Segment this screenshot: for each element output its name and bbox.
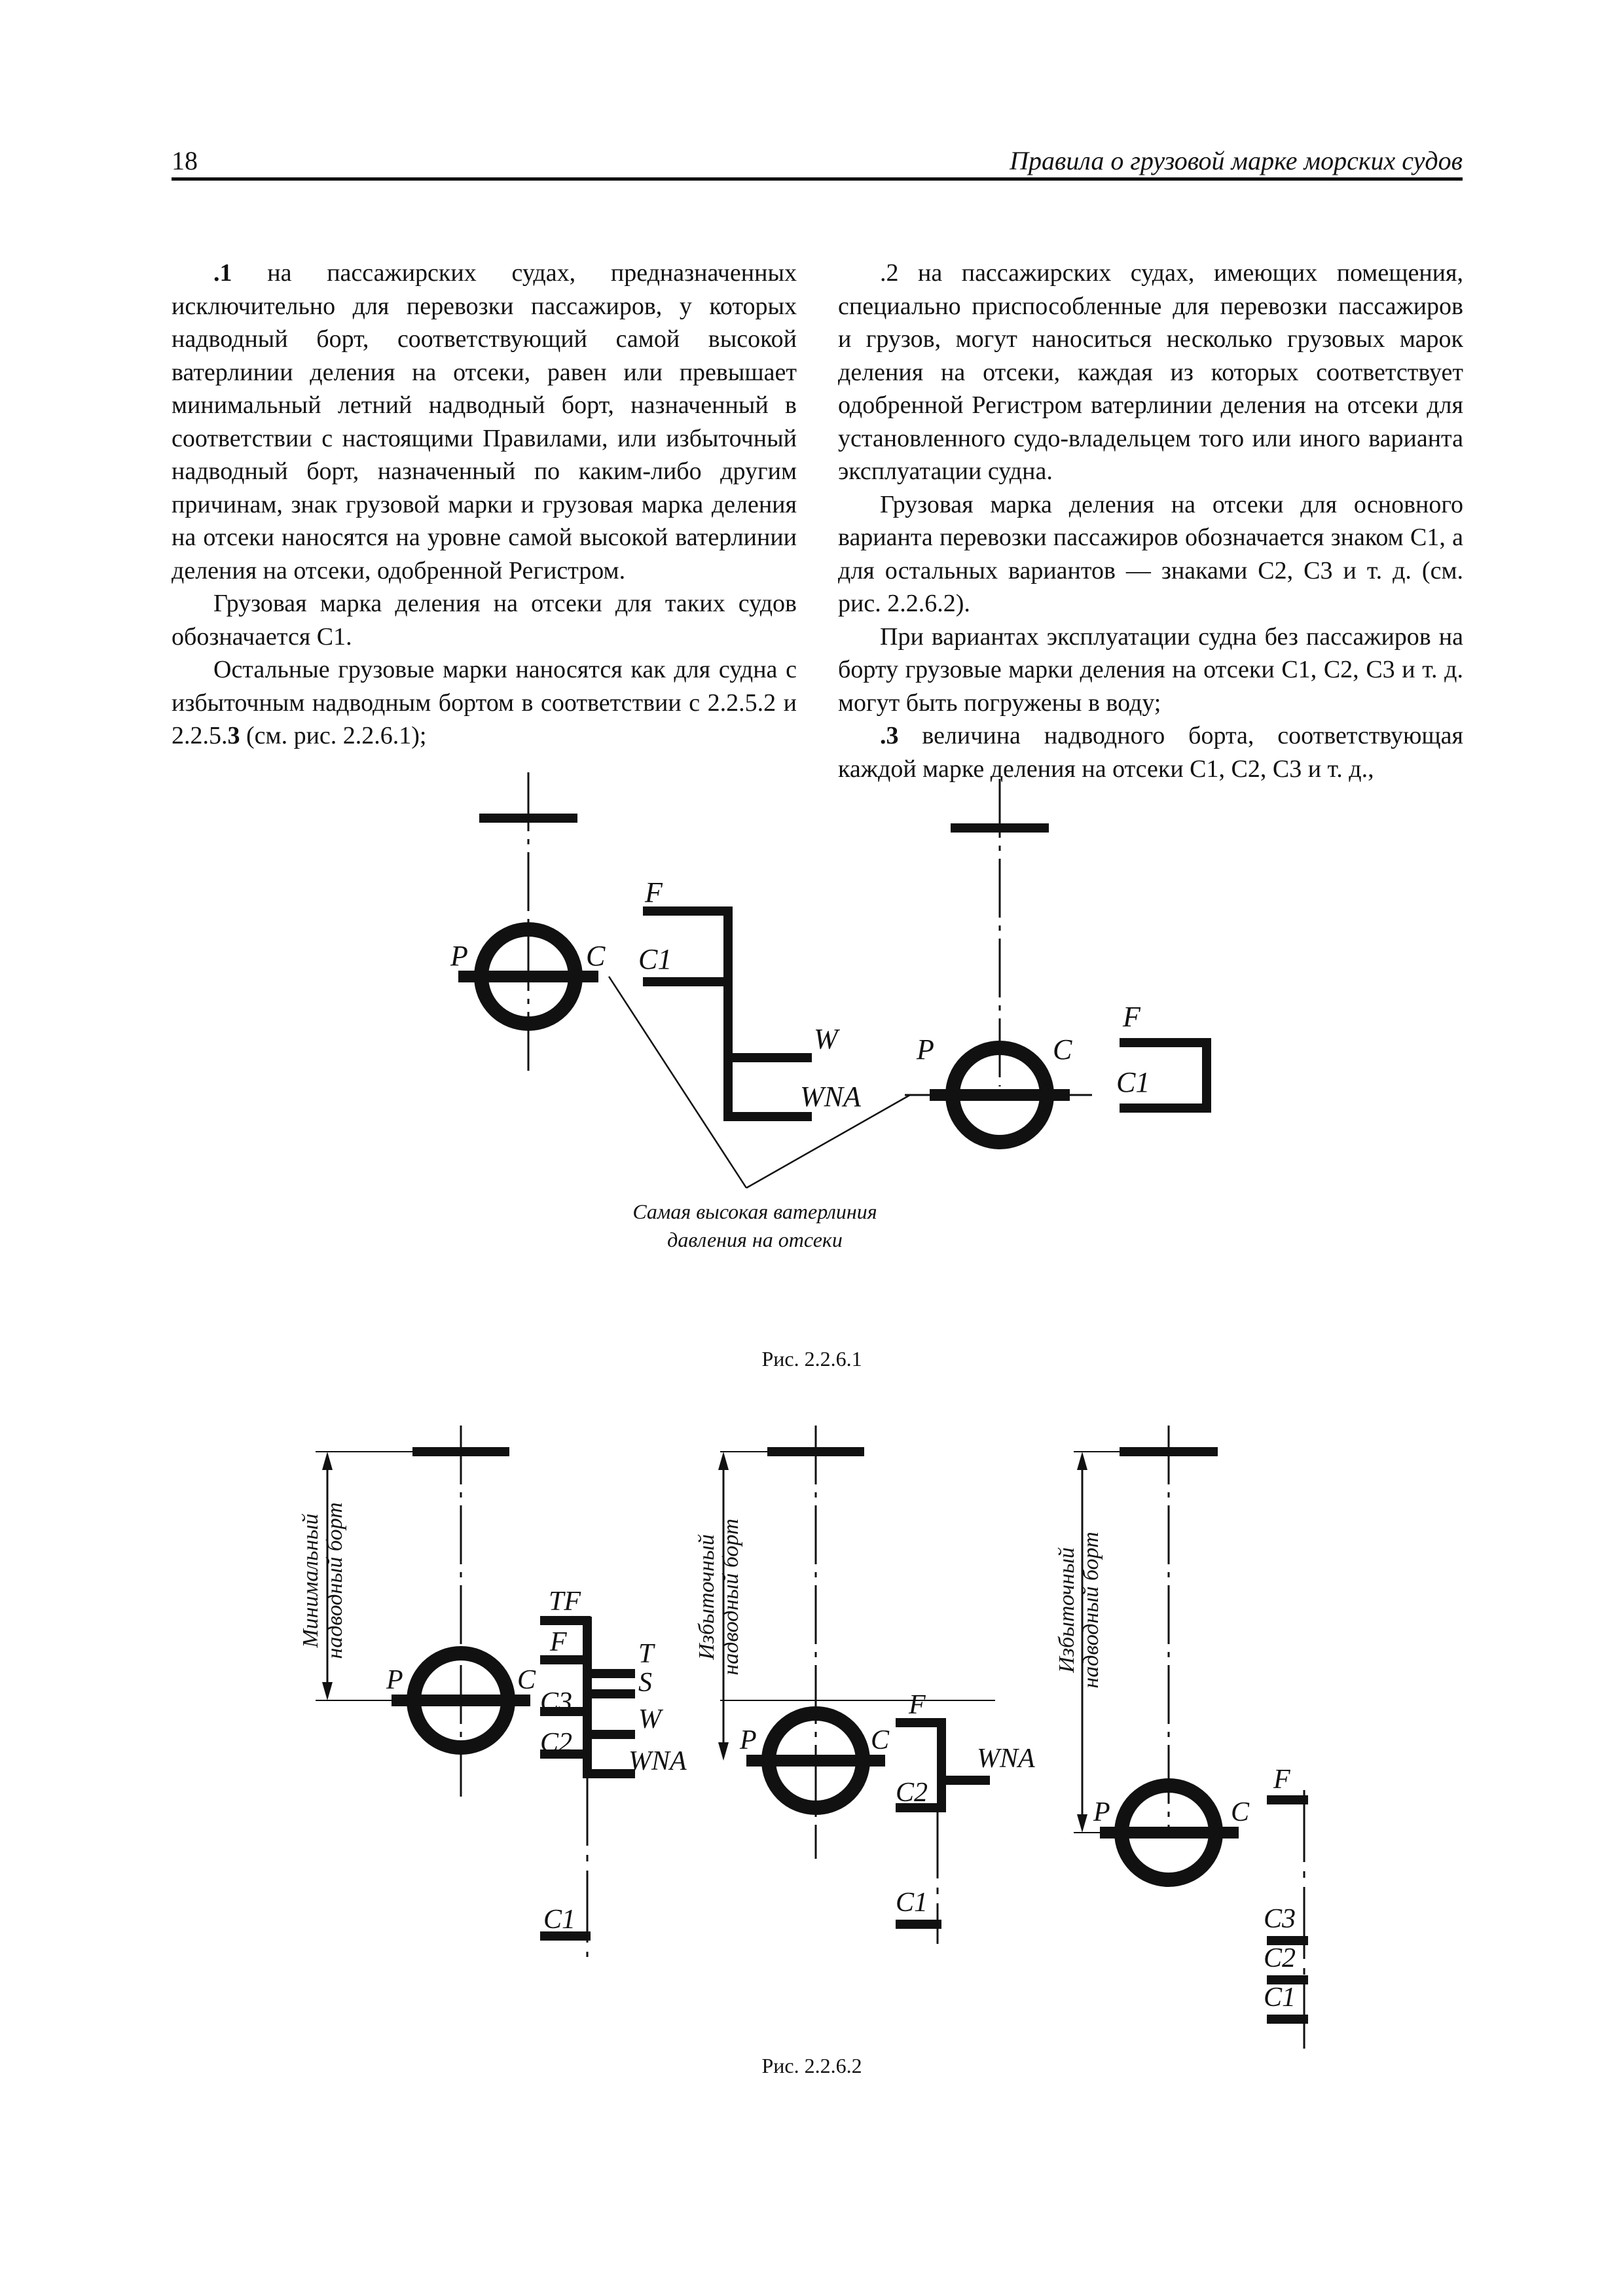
paragraph-4: .2 на пассажирских судах, имеющих помещения, специально приспособленные для перевозки пассажиров и грузов, могут наноситься несколько грузовых марок деления на отсеки, каждая из которых соответствует одобренной Регистром ватерлинии деления на отсеки для установленного судо-владельцем того или иного варианта эксплуатации судна. <box>838 259 1463 485</box>
label-wna: WNA <box>977 1744 1035 1774</box>
figure-caption-1: Рис. 2.2.6.1 <box>761 1347 862 1371</box>
label-wna: WNA <box>629 1746 687 1776</box>
label-c3: C3 <box>540 1687 573 1717</box>
label-p-right: P <box>917 1033 934 1066</box>
label-c2: C2 <box>896 1778 928 1808</box>
dim-label-1a: Минимальный <box>299 1513 323 1648</box>
figure-2-2-6-2 <box>299 1426 1308 2077</box>
label-c: C <box>586 940 606 972</box>
dim-label-1b: надводный борт <box>323 1502 347 1659</box>
label-c-right: C <box>1053 1033 1072 1066</box>
dim-label-3a: Избыточный <box>1055 1547 1079 1673</box>
paragraph-6: При вариантах эксплуатации судна без пассажиров на борту грузовые марки деления на отсеки С1, С2, С3 и т. д. могут быть погружены в воду; <box>838 622 1463 717</box>
label-c1: C1 <box>1264 1982 1296 2013</box>
label-p: P <box>740 1725 757 1755</box>
label-c2: C2 <box>1264 1943 1296 1973</box>
label-p: P <box>450 940 468 972</box>
label-c: C <box>871 1725 890 1755</box>
label-c: C <box>517 1665 536 1695</box>
paragraph-7: .3 величина надводного борта, соответствующая каждой марке деления на отсеки С1, С2, С3 и т. д., <box>838 722 1463 783</box>
label-t: T <box>638 1639 654 1669</box>
label-c2: C2 <box>540 1728 573 1758</box>
paragraph-text: на пассажирских судах, предназначенных исключительно для перевозки пассажиров, у которых надводный борт, соответствующий самой высокой ватерлинии деления на отсеки, равен или превышает минимальный летний надводный борт, назначенный в соответствии с настоящими Правилами, или избыточный надводный борт, назначенный по каким-либо другим причинам, знак грузовой марки и грузовая марка деления на отсеки наносятся на уровне самой высокой ватерлинии деления на отсеки, одобренной Регистром. <box>172 259 797 584</box>
item-number: .3 <box>880 722 899 749</box>
label-w: W <box>814 1023 838 1055</box>
figure-caption-2: Рис. 2.2.6.2 <box>761 2054 862 2077</box>
label-c: C <box>1231 1797 1250 1827</box>
label-p: P <box>386 1665 403 1695</box>
label-f: F <box>550 1627 567 1657</box>
label-c3: C3 <box>1264 1904 1296 1934</box>
paragraph-3: Остальные грузовые марки наносятся как для судна с избыточным надводным бортом в соответствии с 2.2.5.2 и 2.2.5.3 (см. рис. 2.2.6.1); <box>172 656 797 749</box>
page-number: 18 <box>172 146 198 175</box>
label-c1: C1 <box>896 1888 928 1918</box>
label-tf: TF <box>549 1587 581 1617</box>
annotation-line1: Самая высокая ватерлиния <box>632 1200 877 1223</box>
dim-label-2a: Избыточный <box>695 1534 719 1660</box>
label-c1-right: C1 <box>1116 1066 1150 1098</box>
label-wna: WNA <box>800 1081 861 1113</box>
label-p: P <box>1093 1797 1110 1827</box>
figure-2-2-6-1 <box>450 772 1207 1371</box>
annotation-line2: давления на отсеки <box>667 1228 843 1251</box>
label-c1: C1 <box>638 943 672 975</box>
label-f: F <box>1273 1765 1290 1795</box>
running-title: Правила о грузовой марке морских судов <box>1010 146 1463 175</box>
dim-label-3b: надводный борт <box>1079 1532 1103 1689</box>
dim-label-2b: надводный борт <box>719 1518 743 1676</box>
paragraph-5: Грузовая марка деления на отсеки для основного варианта перевозки пассажиров обозначается знаком С1, а для остальных вариантов — знаками С2, С3 и т. д. (см. рис. 2.2.6.2). <box>838 490 1463 617</box>
label-f-right: F <box>1123 1001 1140 1033</box>
label-f: F <box>645 876 663 908</box>
label-w: W <box>638 1704 661 1734</box>
paragraph-2: Грузовая марка деления на отсеки для таких судов обозначается С1. <box>172 590 797 651</box>
label-c1: C1 <box>543 1905 576 1935</box>
label-f: F <box>909 1690 926 1720</box>
label-s: S <box>638 1668 652 1698</box>
item-number: .1 <box>213 259 232 287</box>
